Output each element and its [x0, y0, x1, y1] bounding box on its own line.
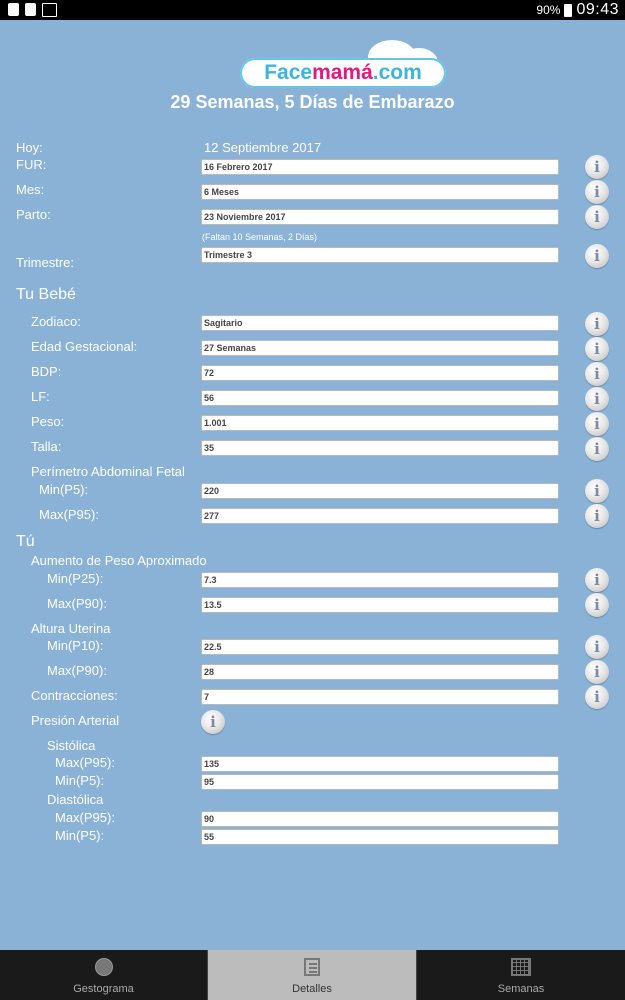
perimetro-label: Perímetro Abdominal Fetal	[31, 464, 185, 479]
edad-gestacional-field[interactable]: 27 Semanas	[201, 340, 559, 356]
altura-max-info-icon[interactable]: i	[585, 660, 609, 684]
battery-icon	[564, 4, 572, 17]
aumento-min-label: Min(P25):	[47, 571, 104, 586]
altura-min-label: Min(P10):	[47, 638, 104, 653]
mes-label: Mes:	[16, 182, 45, 197]
fur-info-icon[interactable]: i	[585, 155, 609, 179]
bdp-info-icon[interactable]: i	[585, 362, 609, 386]
parto-remaining-note: (Faltan 10 Semanas, 2 Días)	[202, 232, 318, 242]
sistolica-min-label: Min(P5):	[55, 773, 105, 788]
peso-info-icon[interactable]: i	[585, 412, 609, 436]
edad-gestacional-label: Edad Gestacional:	[31, 339, 138, 354]
logo-mama: mamá	[312, 61, 373, 84]
detalles-list-icon	[304, 958, 320, 976]
logo-text	[240, 58, 446, 88]
tab-detalles-label: Detalles	[292, 983, 332, 995]
diastolica-min-label: Min(P5):	[55, 828, 105, 843]
contracciones-field[interactable]: 7	[201, 689, 559, 705]
logo-com: .com	[372, 61, 422, 84]
parto-label: Parto:	[16, 207, 51, 222]
chess-piece-icon	[8, 3, 19, 16]
tab-semanas[interactable]	[416, 950, 625, 1000]
altura-min-info-icon[interactable]: i	[585, 635, 609, 659]
tab-gestograma[interactable]	[0, 950, 208, 1000]
tu-heading: Tú	[16, 533, 35, 550]
facemama-logo	[240, 38, 446, 90]
mes-info-icon[interactable]: i	[585, 180, 609, 204]
logo-face: Face	[264, 61, 313, 84]
diastolica-max-field[interactable]: 90	[201, 811, 559, 827]
tab-detalles[interactable]	[208, 950, 416, 1000]
trimestre-info-icon[interactable]: i	[585, 244, 609, 268]
pregnancy-headline: 29 Semanas, 5 Días de Embarazo	[170, 92, 455, 112]
hoy-label: Hoy:	[16, 140, 43, 155]
gestograma-icon	[95, 958, 113, 976]
lf-field[interactable]: 56	[201, 390, 559, 406]
presion-arterial-info-icon[interactable]: i	[201, 710, 225, 734]
perimetro-max-label: Max(P95):	[39, 507, 99, 522]
diastolica-label: Diastólica	[47, 792, 104, 807]
tu-bebe-heading: Tu Bebé	[16, 286, 76, 303]
presion-arterial-label: Presión Arterial	[31, 713, 120, 728]
zodiaco-label: Zodiaco:	[31, 314, 81, 329]
perimetro-min-field[interactable]: 220	[201, 483, 559, 499]
bdp-field[interactable]: 72	[201, 365, 559, 381]
contracciones-info-icon[interactable]: i	[585, 685, 609, 709]
altura-max-field[interactable]: 28	[201, 664, 559, 680]
image-icon	[42, 3, 57, 17]
aumento-max-field[interactable]: 13.5	[201, 597, 559, 613]
chess-piece-icon-2	[25, 3, 36, 16]
battery-percent: 90%	[536, 3, 561, 17]
altura-min-field[interactable]: 22.5	[201, 639, 559, 655]
edad-gestacional-info-icon[interactable]: i	[585, 337, 609, 361]
trimestre-field[interactable]: Trimestre 3	[201, 247, 559, 263]
clock: 09:43	[576, 1, 619, 18]
aumento-max-info-icon[interactable]: i	[585, 593, 609, 617]
perimetro-min-info-icon[interactable]: i	[585, 479, 609, 503]
aumento-max-label: Max(P90):	[47, 596, 107, 611]
zodiaco-info-icon[interactable]: i	[585, 312, 609, 336]
parto-field[interactable]: 23 Noviembre 2017	[201, 209, 559, 225]
diastolica-max-label: Max(P95):	[55, 810, 115, 825]
perimetro-min-label: Min(P5):	[39, 482, 89, 497]
sistolica-min-field[interactable]: 95	[201, 774, 559, 790]
bottom-tab-bar	[0, 950, 625, 1000]
aumento-peso-label: Aumento de Peso Aproximado	[31, 553, 207, 568]
status-bar	[0, 0, 625, 20]
parto-info-icon[interactable]: i	[585, 205, 609, 229]
fur-label: FUR:	[16, 157, 47, 172]
talla-field[interactable]: 35	[201, 440, 559, 456]
aumento-min-info-icon[interactable]: i	[585, 568, 609, 592]
perimetro-max-info-icon[interactable]: i	[585, 504, 609, 528]
bdp-label: BDP:	[31, 364, 62, 379]
contracciones-label: Contracciones:	[31, 688, 118, 703]
peso-field[interactable]: 1.001	[201, 415, 559, 431]
diastolica-min-field[interactable]: 55	[201, 829, 559, 845]
notification-icons	[8, 3, 57, 17]
talla-label: Talla:	[31, 439, 62, 454]
calendar-icon	[511, 958, 531, 976]
trimestre-label: Trimestre:	[16, 255, 75, 270]
tab-gestograma-label: Gestograma	[73, 983, 134, 995]
mes-field[interactable]: 6 Meses	[201, 184, 559, 200]
peso-label: Peso:	[31, 414, 65, 429]
tab-semanas-label: Semanas	[497, 983, 545, 995]
hoy-value: 12 Septiembre 2017	[204, 140, 322, 155]
aumento-min-field[interactable]: 7.3	[201, 572, 559, 588]
talla-info-icon[interactable]: i	[585, 437, 609, 461]
altura-max-label: Max(P90):	[47, 663, 107, 678]
zodiaco-field[interactable]: Sagitario	[201, 315, 559, 331]
lf-label: LF:	[31, 389, 50, 404]
fur-field[interactable]: 16 Febrero 2017	[201, 159, 559, 175]
sistolica-label: Sistólica	[47, 738, 96, 753]
altura-uterina-label: Altura Uterina	[31, 621, 111, 636]
status-right	[536, 1, 619, 19]
lf-info-icon[interactable]: i	[585, 387, 609, 411]
perimetro-max-field[interactable]: 277	[201, 508, 559, 524]
sistolica-max-field[interactable]: 135	[201, 756, 559, 772]
sistolica-max-label: Max(P95):	[55, 755, 115, 770]
